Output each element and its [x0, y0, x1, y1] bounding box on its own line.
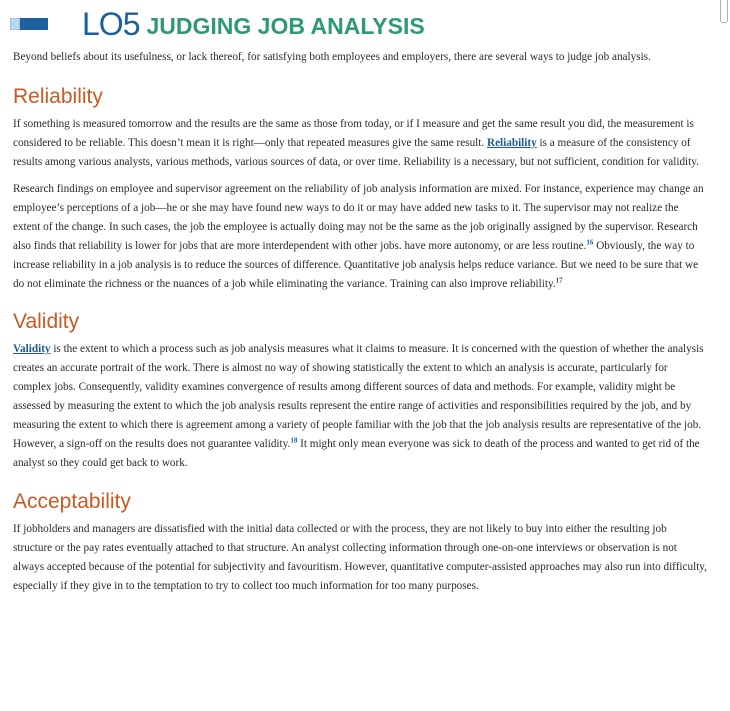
footnote-ref-17[interactable]: 17: [555, 276, 563, 285]
footnote-ref-16[interactable]: 16: [586, 238, 594, 247]
reliability-p2-text-b: Obviously, the way to increase reliability in a job analysis is to reduce the sources of difference. Quantitative job analysis helps reduce variance. But we need to be sure that we do not eliminate the richness or the nuances of a job while eliminating the variance. Training can also improve reliability.: [13, 240, 699, 290]
validity-heading: Validity: [13, 310, 80, 333]
header-mark-dark: [20, 18, 48, 30]
reliability-p1-text-b: is a measure of the consistency of results among various analysts, various methods, various sources of data, or over time. Reliability is a necessary, but not sufficient, condition for validity.: [13, 137, 699, 168]
section-title: JUDGING JOB ANALYSIS: [146, 12, 425, 39]
header-mark-light: [10, 18, 20, 30]
footnote-ref-18[interactable]: 18: [290, 436, 298, 445]
reliability-p1-text-a: If something is measured tomorrow and the results are the same as those from today, or if I measure and get the same result you did, the measurement is considered to be reliable. This doesn’t mean it is right—only that repeated measures give the same result.: [13, 118, 694, 149]
validity-paragraph: [13, 340, 708, 473]
section-header: [10, 6, 425, 42]
acceptability-heading: Acceptability: [13, 490, 131, 513]
reliability-term-link[interactable]: Reliability: [487, 137, 537, 149]
reliability-p2-text-a: Research findings on employee and supervisor agreement on the reliability of job analysis information are mixed. For instance, experience may change an employee’s perceptions of a job—he or she may have found new ways to do it or may have added new tasks to it. The supervisor may not realize the extent of the change. In such cases, the job the employee is actually doing may not be the same as the job originally assigned by the supervisor. Research also finds that reliability is lower for jobs that are more interdependent with other jobs. have more autonomy, or are less routine.: [13, 183, 704, 252]
scroll-edge: [720, 0, 728, 23]
validity-text-b: It might only mean everyone was sick to death of the process and wanted to get rid of the analyst so they could get back to work.: [13, 438, 700, 469]
learning-objective-code: LO5: [82, 6, 140, 42]
acceptability-paragraph: If jobholders and managers are dissatisfied with the initial data collected or with the process, they are not likely to buy into either the resulting job structure or the pay rates eventually attached to that structure. An analyst collecting information through one-on-one interviews or observation is not always accepted because of the potential for subjectivity and favouritism. However, quantitative computer-assisted approaches may also run into difficulty, especially if they give in to the temptation to try to collect too much information for too many purposes.: [13, 523, 707, 592]
intro-paragraph: Beyond beliefs about its usefulness, or lack thereof, for satisfying both employees and employers, there are several ways to judge job analysis.: [13, 51, 651, 63]
article-body: [13, 48, 708, 604]
reliability-paragraph-2: [13, 180, 708, 294]
validity-text-a: is the extent to which a process such as job analysis measures what it claims to measure. It is concerned with the question of whether the analysis creates an accurate portrait of the work. There is almost no way of showing statistically the extent to which an analysis is accurate, particularly for complex jobs. Consequently, validity examines convergence of results among different sources of data and methods. For example, validity might be assessed by measuring the extent to which the job analysis results represent the entire range of activities and responsibilities required by the job, and by measuring the extent to which there is agreement among a variety of people familiar with the job that the job analysis results are representative of the job. However, a sign-off on the results does not guarantee validity.: [13, 343, 704, 450]
validity-term-link[interactable]: Validity: [13, 343, 51, 355]
reliability-heading: Reliability: [13, 85, 103, 108]
header-mark-icon: [10, 18, 48, 30]
reliability-paragraph-1: [13, 115, 708, 172]
